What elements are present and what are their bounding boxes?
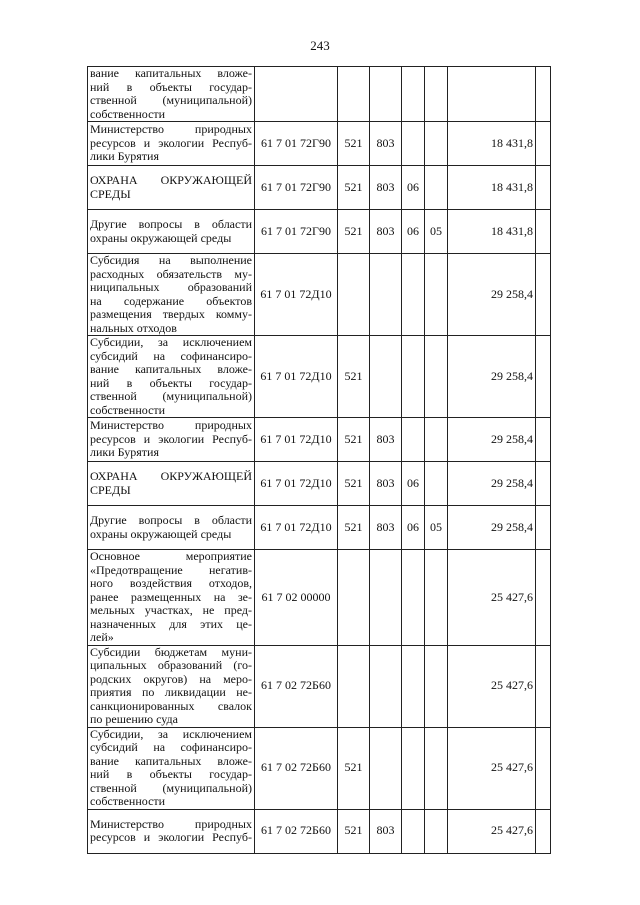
amount-cell: 25 427,6	[448, 550, 536, 646]
budget-table	[87, 66, 551, 854]
expense-name-line: мельных участках, не пред-	[90, 603, 252, 617]
budget-table-body	[88, 67, 551, 854]
grbs-code: 521	[338, 210, 370, 254]
empty-cell	[536, 462, 551, 506]
empty-cell	[536, 166, 551, 210]
amount-cell	[448, 67, 536, 122]
empty-cell	[536, 210, 551, 254]
expense-name-line: вание капитальных вложе-	[90, 66, 252, 80]
expense-name-line: ственной (муниципальной)	[90, 389, 252, 403]
target-article-code: 61 7 01 72Д10	[255, 418, 338, 462]
section-code: 803	[370, 122, 402, 166]
section-code: 803	[370, 418, 402, 462]
expense-name-line: ственной (муниципальной)	[90, 780, 252, 795]
target-article-code: 61 7 01 72Д10	[255, 254, 338, 336]
empty-cell	[536, 254, 551, 336]
expense-name-line: Субсидии, за исключением	[90, 335, 252, 349]
expense-name-line: Министерство природных	[90, 816, 252, 831]
section-code: 803	[370, 462, 402, 506]
table-row	[88, 645, 551, 727]
expense-name-cell	[88, 166, 255, 210]
expense-name-line: Субсидии, за исключением	[90, 727, 252, 741]
target-article-code: 61 7 01 72Д10	[255, 506, 338, 550]
expense-name-line: собственности	[90, 402, 166, 417]
amount-cell: 25 427,6	[448, 645, 536, 727]
expense-name-line: санкционированных свалок	[90, 698, 252, 713]
target-article-code: 61 7 01 72Д10	[255, 462, 338, 506]
section-code	[370, 645, 402, 727]
expense-name-cell	[88, 550, 255, 646]
expense-type-code	[425, 254, 448, 336]
target-article-code: 61 7 02 72Б60	[255, 727, 338, 809]
empty-cell	[536, 336, 551, 418]
expense-type-code	[425, 122, 448, 166]
subsection-code: 06	[402, 462, 425, 506]
table-row	[88, 122, 551, 166]
subsection-code	[402, 254, 425, 336]
section-code: 803	[370, 809, 402, 853]
expense-name-line: Основное мероприятие	[90, 549, 252, 563]
empty-cell	[536, 67, 551, 122]
expense-name-line: ресурсов и экологии Респуб-	[90, 830, 252, 844]
expense-name-line: лей»	[90, 630, 114, 644]
target-article-code: 61 7 02 00000	[255, 550, 338, 646]
expense-name-line: ресурсов и экологии Респуб-	[90, 431, 252, 446]
expense-name-line: размещения твердых комму-	[90, 307, 252, 321]
expense-name-line: охраны окружающей среды	[90, 526, 232, 541]
section-code: 803	[370, 210, 402, 254]
grbs-code	[338, 67, 370, 122]
subsection-code	[402, 122, 425, 166]
amount-cell: 29 258,4	[448, 336, 536, 418]
expense-name-line: СРЕДЫ	[90, 482, 131, 497]
expense-type-code	[425, 166, 448, 210]
expense-name-line: ного воздействия отходов,	[90, 576, 252, 590]
table-row	[88, 418, 551, 462]
expense-name-line: Субсидия на выполнение	[90, 253, 252, 267]
amount-cell: 25 427,6	[448, 809, 536, 853]
amount-cell: 18 431,8	[448, 210, 536, 254]
grbs-code	[338, 645, 370, 727]
expense-name-line: родских округов) на меро-	[90, 671, 252, 686]
expense-name-cell	[88, 809, 255, 853]
amount-cell: 29 258,4	[448, 254, 536, 336]
table-row	[88, 254, 551, 336]
table-row	[88, 809, 551, 853]
subsection-code	[402, 336, 425, 418]
subsection-code: 06	[402, 210, 425, 254]
subsection-code: 06	[402, 166, 425, 210]
expense-name-line: Министерство природных	[90, 122, 252, 137]
expense-name-line: собственности	[90, 794, 166, 808]
target-article-code: 61 7 01 72Г90	[255, 122, 338, 166]
section-code: 803	[370, 506, 402, 550]
subsection-code	[402, 645, 425, 727]
section-code	[370, 254, 402, 336]
expense-name-line: ОХРАНА ОКРУЖАЮЩЕЙ	[90, 173, 252, 187]
expense-name-cell	[88, 727, 255, 809]
section-code: 803	[370, 166, 402, 210]
empty-cell	[536, 727, 551, 809]
expense-type-code: 05	[425, 506, 448, 550]
empty-cell	[536, 645, 551, 727]
expense-type-code	[425, 550, 448, 646]
expense-name-cell	[88, 254, 255, 336]
grbs-code	[338, 254, 370, 336]
grbs-code: 521	[338, 462, 370, 506]
expense-name-line: ресурсов и экологии Респуб-	[90, 135, 252, 150]
section-code	[370, 336, 402, 418]
expense-type-code: 05	[425, 210, 448, 254]
expense-type-code	[425, 462, 448, 506]
expense-type-code	[425, 336, 448, 418]
grbs-code: 521	[338, 166, 370, 210]
amount-cell: 18 431,8	[448, 122, 536, 166]
expense-name-line: приятия по ликвидации не-	[90, 685, 252, 699]
empty-cell	[536, 122, 551, 166]
subsection-code	[402, 67, 425, 122]
table-row	[88, 210, 551, 254]
target-article-code	[255, 67, 338, 122]
grbs-code: 521	[338, 506, 370, 550]
expense-name-line: вание капитальных вложе-	[90, 753, 252, 768]
target-article-code: 61 7 01 72Д10	[255, 336, 338, 418]
expense-name-line: Субсидии бюджетам муни-	[90, 645, 252, 659]
amount-cell: 29 258,4	[448, 462, 536, 506]
expense-name-line: ственной (муниципальной)	[90, 93, 252, 107]
expense-name-line: «Предотвращение негатив-	[90, 562, 252, 577]
expense-name-line: собственности	[90, 106, 166, 121]
expense-type-code	[425, 418, 448, 462]
empty-cell	[536, 418, 551, 462]
expense-name-line: СРЕДЫ	[90, 186, 131, 201]
grbs-code: 521	[338, 727, 370, 809]
expense-name-line: Другие вопросы в области	[90, 513, 252, 527]
page-number: 243	[310, 38, 330, 53]
grbs-code: 521	[338, 418, 370, 462]
expense-name-cell	[88, 67, 255, 122]
expense-name-cell	[88, 418, 255, 462]
amount-cell: 29 258,4	[448, 506, 536, 550]
expense-name-line: ний в объекты государ-	[90, 767, 252, 781]
expense-name-line: субсидий на софинансиро-	[90, 740, 252, 754]
expense-name-line: на содержание объектов	[90, 293, 252, 308]
expense-name-line: по решению суда	[90, 712, 178, 726]
target-article-code: 61 7 01 72Г90	[255, 166, 338, 210]
target-article-code: 61 7 01 72Г90	[255, 210, 338, 254]
expense-type-code	[425, 67, 448, 122]
expense-name-line: лики Бурятия	[90, 149, 159, 164]
table-row	[88, 336, 551, 418]
expense-name-cell	[88, 506, 255, 550]
expense-name-line: ОХРАНА ОКРУЖАЮЩЕЙ	[90, 469, 252, 483]
subsection-code	[402, 550, 425, 646]
section-code	[370, 727, 402, 809]
subsection-code	[402, 727, 425, 809]
empty-cell	[536, 809, 551, 853]
expense-name-line: охраны окружающей среды	[90, 230, 232, 245]
expense-name-line: ний в объекты государ-	[90, 375, 252, 390]
expense-name-line: нальных отходов	[90, 320, 177, 335]
expense-type-code	[425, 727, 448, 809]
table-row	[88, 550, 551, 646]
expense-name-cell	[88, 462, 255, 506]
amount-cell: 25 427,6	[448, 727, 536, 809]
grbs-code: 521	[338, 809, 370, 853]
expense-name-line: ципальных образований (го-	[90, 658, 252, 672]
expense-name-line: ранее размещенных на зе-	[90, 589, 252, 604]
subsection-code	[402, 809, 425, 853]
expense-name-line: субсидий на софинансиро-	[90, 348, 252, 363]
amount-cell: 29 258,4	[448, 418, 536, 462]
target-article-code: 61 7 02 72Б60	[255, 645, 338, 727]
expense-name-cell	[88, 122, 255, 166]
expense-name-line: расходных обязательств му-	[90, 266, 252, 281]
expense-name-line: вание капитальных вложе-	[90, 362, 252, 376]
grbs-code	[338, 550, 370, 646]
expense-name-cell	[88, 645, 255, 727]
empty-cell	[536, 550, 551, 646]
subsection-code	[402, 418, 425, 462]
table-row	[88, 166, 551, 210]
expense-name-line: назначенных для этих це-	[90, 616, 252, 631]
empty-cell	[536, 506, 551, 550]
expense-type-code	[425, 809, 448, 853]
expense-name-cell	[88, 210, 255, 254]
grbs-code: 521	[338, 336, 370, 418]
subsection-code: 06	[402, 506, 425, 550]
expense-type-code	[425, 645, 448, 727]
table-row	[88, 462, 551, 506]
expense-name-line: Другие вопросы в области	[90, 217, 252, 231]
section-code	[370, 550, 402, 646]
expense-name-line: лики Бурятия	[90, 445, 159, 460]
expense-name-line: ниципальных образований	[90, 280, 252, 294]
expense-name-line: Министерство природных	[90, 418, 252, 433]
section-code	[370, 67, 402, 122]
table-row	[88, 506, 551, 550]
expense-name-line: ний в объекты государ-	[90, 79, 252, 94]
table-row	[88, 67, 551, 122]
expense-name-cell	[88, 336, 255, 418]
table-row	[88, 727, 551, 809]
target-article-code: 61 7 02 72Б60	[255, 809, 338, 853]
grbs-code: 521	[338, 122, 370, 166]
amount-cell: 18 431,8	[448, 166, 536, 210]
